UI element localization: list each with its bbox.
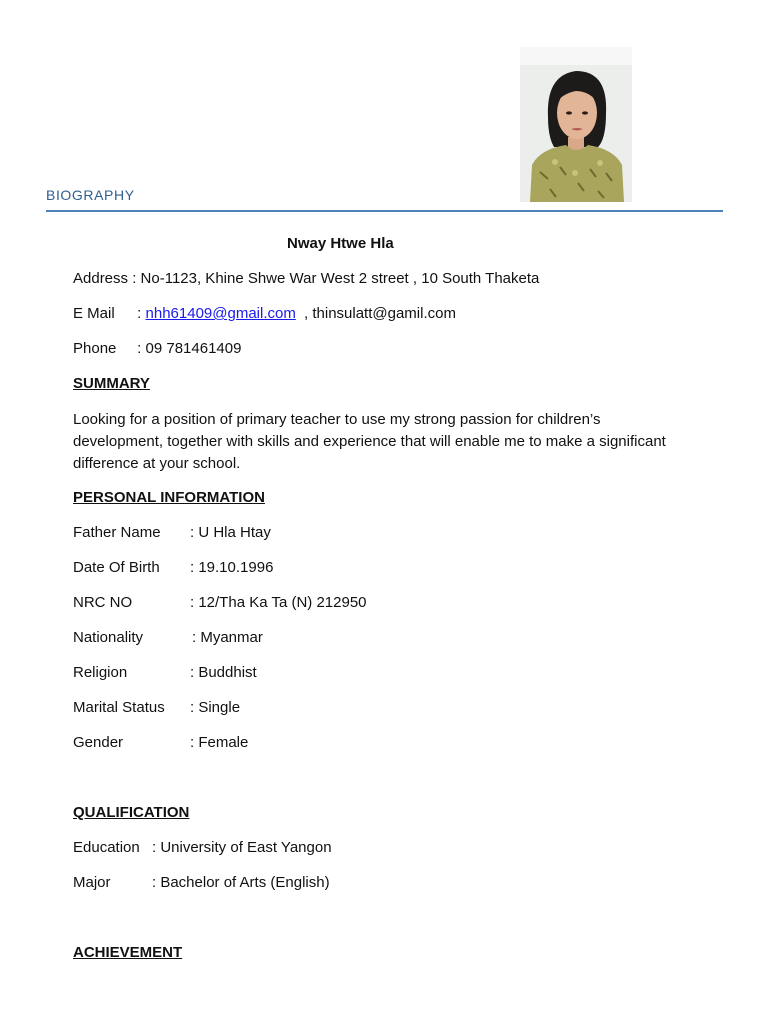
dob-label: Date Of Birth — [73, 559, 160, 576]
marital-status-label: Marital Status — [73, 699, 165, 716]
email-row — [73, 305, 456, 323]
major-label: Major — [73, 874, 111, 891]
major-value: : Bachelor of Arts (English) — [152, 874, 330, 891]
nationality-label: Nationality — [73, 629, 144, 646]
nationality-value: : Myanmar — [192, 629, 263, 646]
achievement-heading: ACHIEVEMENT — [73, 944, 183, 961]
nrc-value: : 12/Tha Ka Ta (N) 212950 — [190, 594, 367, 611]
address-label: Address : — [73, 270, 137, 287]
email-label: E Mail — [73, 305, 115, 322]
section-divider — [46, 210, 723, 212]
email-link-primary[interactable]: nhh61409@gmail.com — [145, 305, 296, 322]
education-label: Education — [73, 839, 140, 856]
father-name-label: Father Name — [73, 524, 161, 541]
personal-info-heading: PERSONAL INFORMATION — [73, 489, 265, 506]
email-secondary: , thinsulatt@gamil.com — [304, 305, 456, 322]
phone-label: Phone — [73, 340, 117, 357]
address-value: No-1123, Khine Shwe War West 2 street , 10 South Thaketa — [140, 270, 540, 287]
nrc-label: NRC NO — [73, 594, 133, 611]
education-value: : University of East Yangon — [152, 839, 332, 856]
email-colon: : — [137, 305, 142, 322]
gender-label: Gender — [73, 734, 124, 751]
summary-text: Looking for a position of primary teacher to use my strong passion for children’s development, together with skills and experience that will enable me to make a significant difference at your school. — [73, 411, 666, 472]
candidate-name: Nway Htwe Hla — [287, 235, 394, 252]
phone-row — [73, 340, 241, 358]
marital-status-value: : Single — [190, 699, 241, 716]
portrait-image — [520, 47, 632, 202]
gender-value: : Female — [190, 734, 249, 751]
address-row — [73, 270, 539, 288]
phone-value: : 09 781461409 — [137, 340, 242, 357]
section-title-biography: BIOGRAPHY — [46, 187, 135, 203]
dob-value: : 19.10.1996 — [190, 559, 274, 576]
profile-photo — [520, 47, 632, 202]
religion-value: : Buddhist — [190, 664, 257, 681]
father-name-value: : U Hla Htay — [190, 524, 271, 541]
religion-label: Religion — [73, 664, 128, 681]
summary-heading: SUMMARY — [73, 375, 150, 392]
qualification-heading: QUALIFICATION — [73, 804, 190, 821]
